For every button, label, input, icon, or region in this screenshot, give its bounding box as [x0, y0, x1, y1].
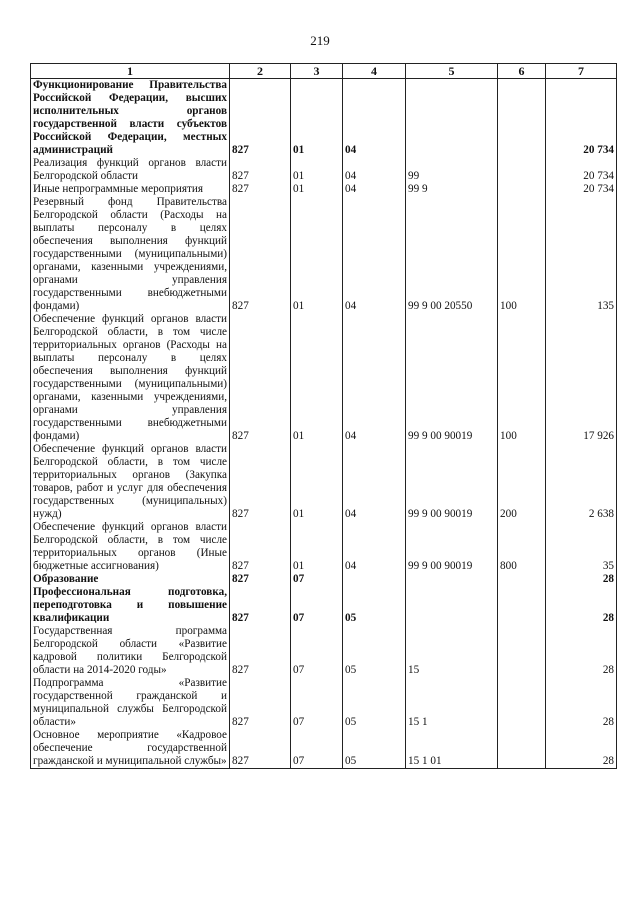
amount: 135	[546, 196, 617, 313]
section-code: 01	[291, 313, 343, 443]
target-article: 99 9 00 90019	[406, 443, 498, 521]
budget-code: 827	[230, 586, 291, 625]
table-row	[31, 443, 617, 521]
target-article: 99 9 00 90019	[406, 521, 498, 573]
item-name: Функционирование Правительства Российской Федерации, высших исполнительных органов государственной власти субъектов Российской Федерации, местных администраций	[31, 79, 230, 158]
amount: 20 734	[546, 79, 617, 158]
section-code: 01	[291, 443, 343, 521]
table-header-row	[31, 64, 617, 79]
budget-code: 827	[230, 157, 291, 183]
item-name: Обеспечение функций органов власти Белгородской области, в том числе территориальных органов (Расходы на выплаты персоналу в целях обеспечения выполнения функций государственными (муниципальными) органами, казенными учреждениями, органами управления государственными внебюджетными фондами)	[31, 313, 230, 443]
expense-type	[498, 157, 546, 183]
subsection-code: 04	[343, 521, 406, 573]
target-article: 99	[406, 157, 498, 183]
section-code: 07	[291, 677, 343, 729]
target-article: 15 1	[406, 677, 498, 729]
expense-type: 100	[498, 196, 546, 313]
table-row	[31, 586, 617, 625]
item-name: Основное мероприятие «Кадровое обеспечение государственной гражданской и муниципальной службы»	[31, 729, 230, 769]
subsection-code: 04	[343, 196, 406, 313]
expense-type: 100	[498, 313, 546, 443]
subsection-code	[343, 573, 406, 586]
item-name: Резервный фонд Правительства Белгородской области (Расходы на выплаты персоналу в целях обеспечения выполнения функций государственными (муниципальными) органами, казенными учреждениями, органами управления государственными внебюджетными фондами)	[31, 196, 230, 313]
column-header: 5	[406, 64, 498, 79]
budget-code: 827	[230, 79, 291, 158]
section-code: 01	[291, 521, 343, 573]
subsection-code: 04	[343, 79, 406, 158]
subsection-code: 05	[343, 625, 406, 677]
table-row	[31, 79, 617, 158]
expense-type: 800	[498, 521, 546, 573]
amount: 28	[546, 586, 617, 625]
subsection-code: 04	[343, 157, 406, 183]
target-article: 99 9 00 20550	[406, 196, 498, 313]
item-name: Образование	[31, 573, 230, 586]
expense-type	[498, 729, 546, 769]
section-code: 07	[291, 573, 343, 586]
budget-code: 827	[230, 573, 291, 586]
column-header: 3	[291, 64, 343, 79]
column-header: 1	[31, 64, 230, 79]
column-header: 2	[230, 64, 291, 79]
amount: 28	[546, 625, 617, 677]
table-row	[31, 625, 617, 677]
amount: 17 926	[546, 313, 617, 443]
page-number: 219	[310, 33, 330, 48]
subsection-code: 04	[343, 183, 406, 196]
expense-type: 200	[498, 443, 546, 521]
expense-type	[498, 586, 546, 625]
amount: 35	[546, 521, 617, 573]
section-code: 07	[291, 729, 343, 769]
target-article	[406, 573, 498, 586]
section-code: 01	[291, 157, 343, 183]
budget-code: 827	[230, 625, 291, 677]
budget-code: 827	[230, 196, 291, 313]
expense-type	[498, 677, 546, 729]
target-article: 99 9 00 90019	[406, 313, 498, 443]
item-name: Реализация функций органов власти Белгородской области	[31, 157, 230, 183]
table-row	[31, 313, 617, 443]
subsection-code: 04	[343, 313, 406, 443]
table-row	[31, 677, 617, 729]
amount: 20 734	[546, 157, 617, 183]
amount: 2 638	[546, 443, 617, 521]
amount: 28	[546, 573, 617, 586]
expense-type	[498, 573, 546, 586]
item-name: Обеспечение функций органов власти Белгородской области, в том числе территориальных органов (Иные бюджетные ассигнования)	[31, 521, 230, 573]
amount: 20 734	[546, 183, 617, 196]
target-article: 15 1 01	[406, 729, 498, 769]
expense-type	[498, 183, 546, 196]
budget-code: 827	[230, 521, 291, 573]
section-code: 01	[291, 183, 343, 196]
budget-table	[30, 63, 617, 769]
expense-type	[498, 79, 546, 158]
section-code: 01	[291, 79, 343, 158]
subsection-code: 04	[343, 443, 406, 521]
item-name: Государственная программа Белгородской области «Развитие кадровой политики Белгородской области на 2014-2020 годы»	[31, 625, 230, 677]
amount: 28	[546, 677, 617, 729]
column-header: 7	[546, 64, 617, 79]
item-name: Иные непрограммные мероприятия	[31, 183, 230, 196]
budget-code: 827	[230, 729, 291, 769]
table-row	[31, 183, 617, 196]
section-code: 01	[291, 196, 343, 313]
target-article	[406, 586, 498, 625]
target-article	[406, 79, 498, 158]
item-name: Профессиональная подготовка, переподготовка и повышение квалификации	[31, 586, 230, 625]
target-article: 15	[406, 625, 498, 677]
table-row	[31, 573, 617, 586]
table-row	[31, 196, 617, 313]
budget-code: 827	[230, 313, 291, 443]
budget-code: 827	[230, 677, 291, 729]
expense-type	[498, 625, 546, 677]
target-article: 99 9	[406, 183, 498, 196]
subsection-code: 05	[343, 729, 406, 769]
item-name: Обеспечение функций органов власти Белгородской области, в том числе территориальных органов (Закупка товаров, работ и услуг для обеспечения государственных (муниципальных) нужд)	[31, 443, 230, 521]
subsection-code: 05	[343, 677, 406, 729]
table-row	[31, 157, 617, 183]
item-name: Подпрограмма «Развитие государственной гражданской и муниципальной службы Белгородской области»	[31, 677, 230, 729]
budget-code: 827	[230, 443, 291, 521]
budget-code: 827	[230, 183, 291, 196]
section-code: 07	[291, 586, 343, 625]
column-header: 6	[498, 64, 546, 79]
section-code: 07	[291, 625, 343, 677]
column-header: 4	[343, 64, 406, 79]
amount: 28	[546, 729, 617, 769]
table-row	[31, 729, 617, 769]
subsection-code: 05	[343, 586, 406, 625]
table-row	[31, 521, 617, 573]
